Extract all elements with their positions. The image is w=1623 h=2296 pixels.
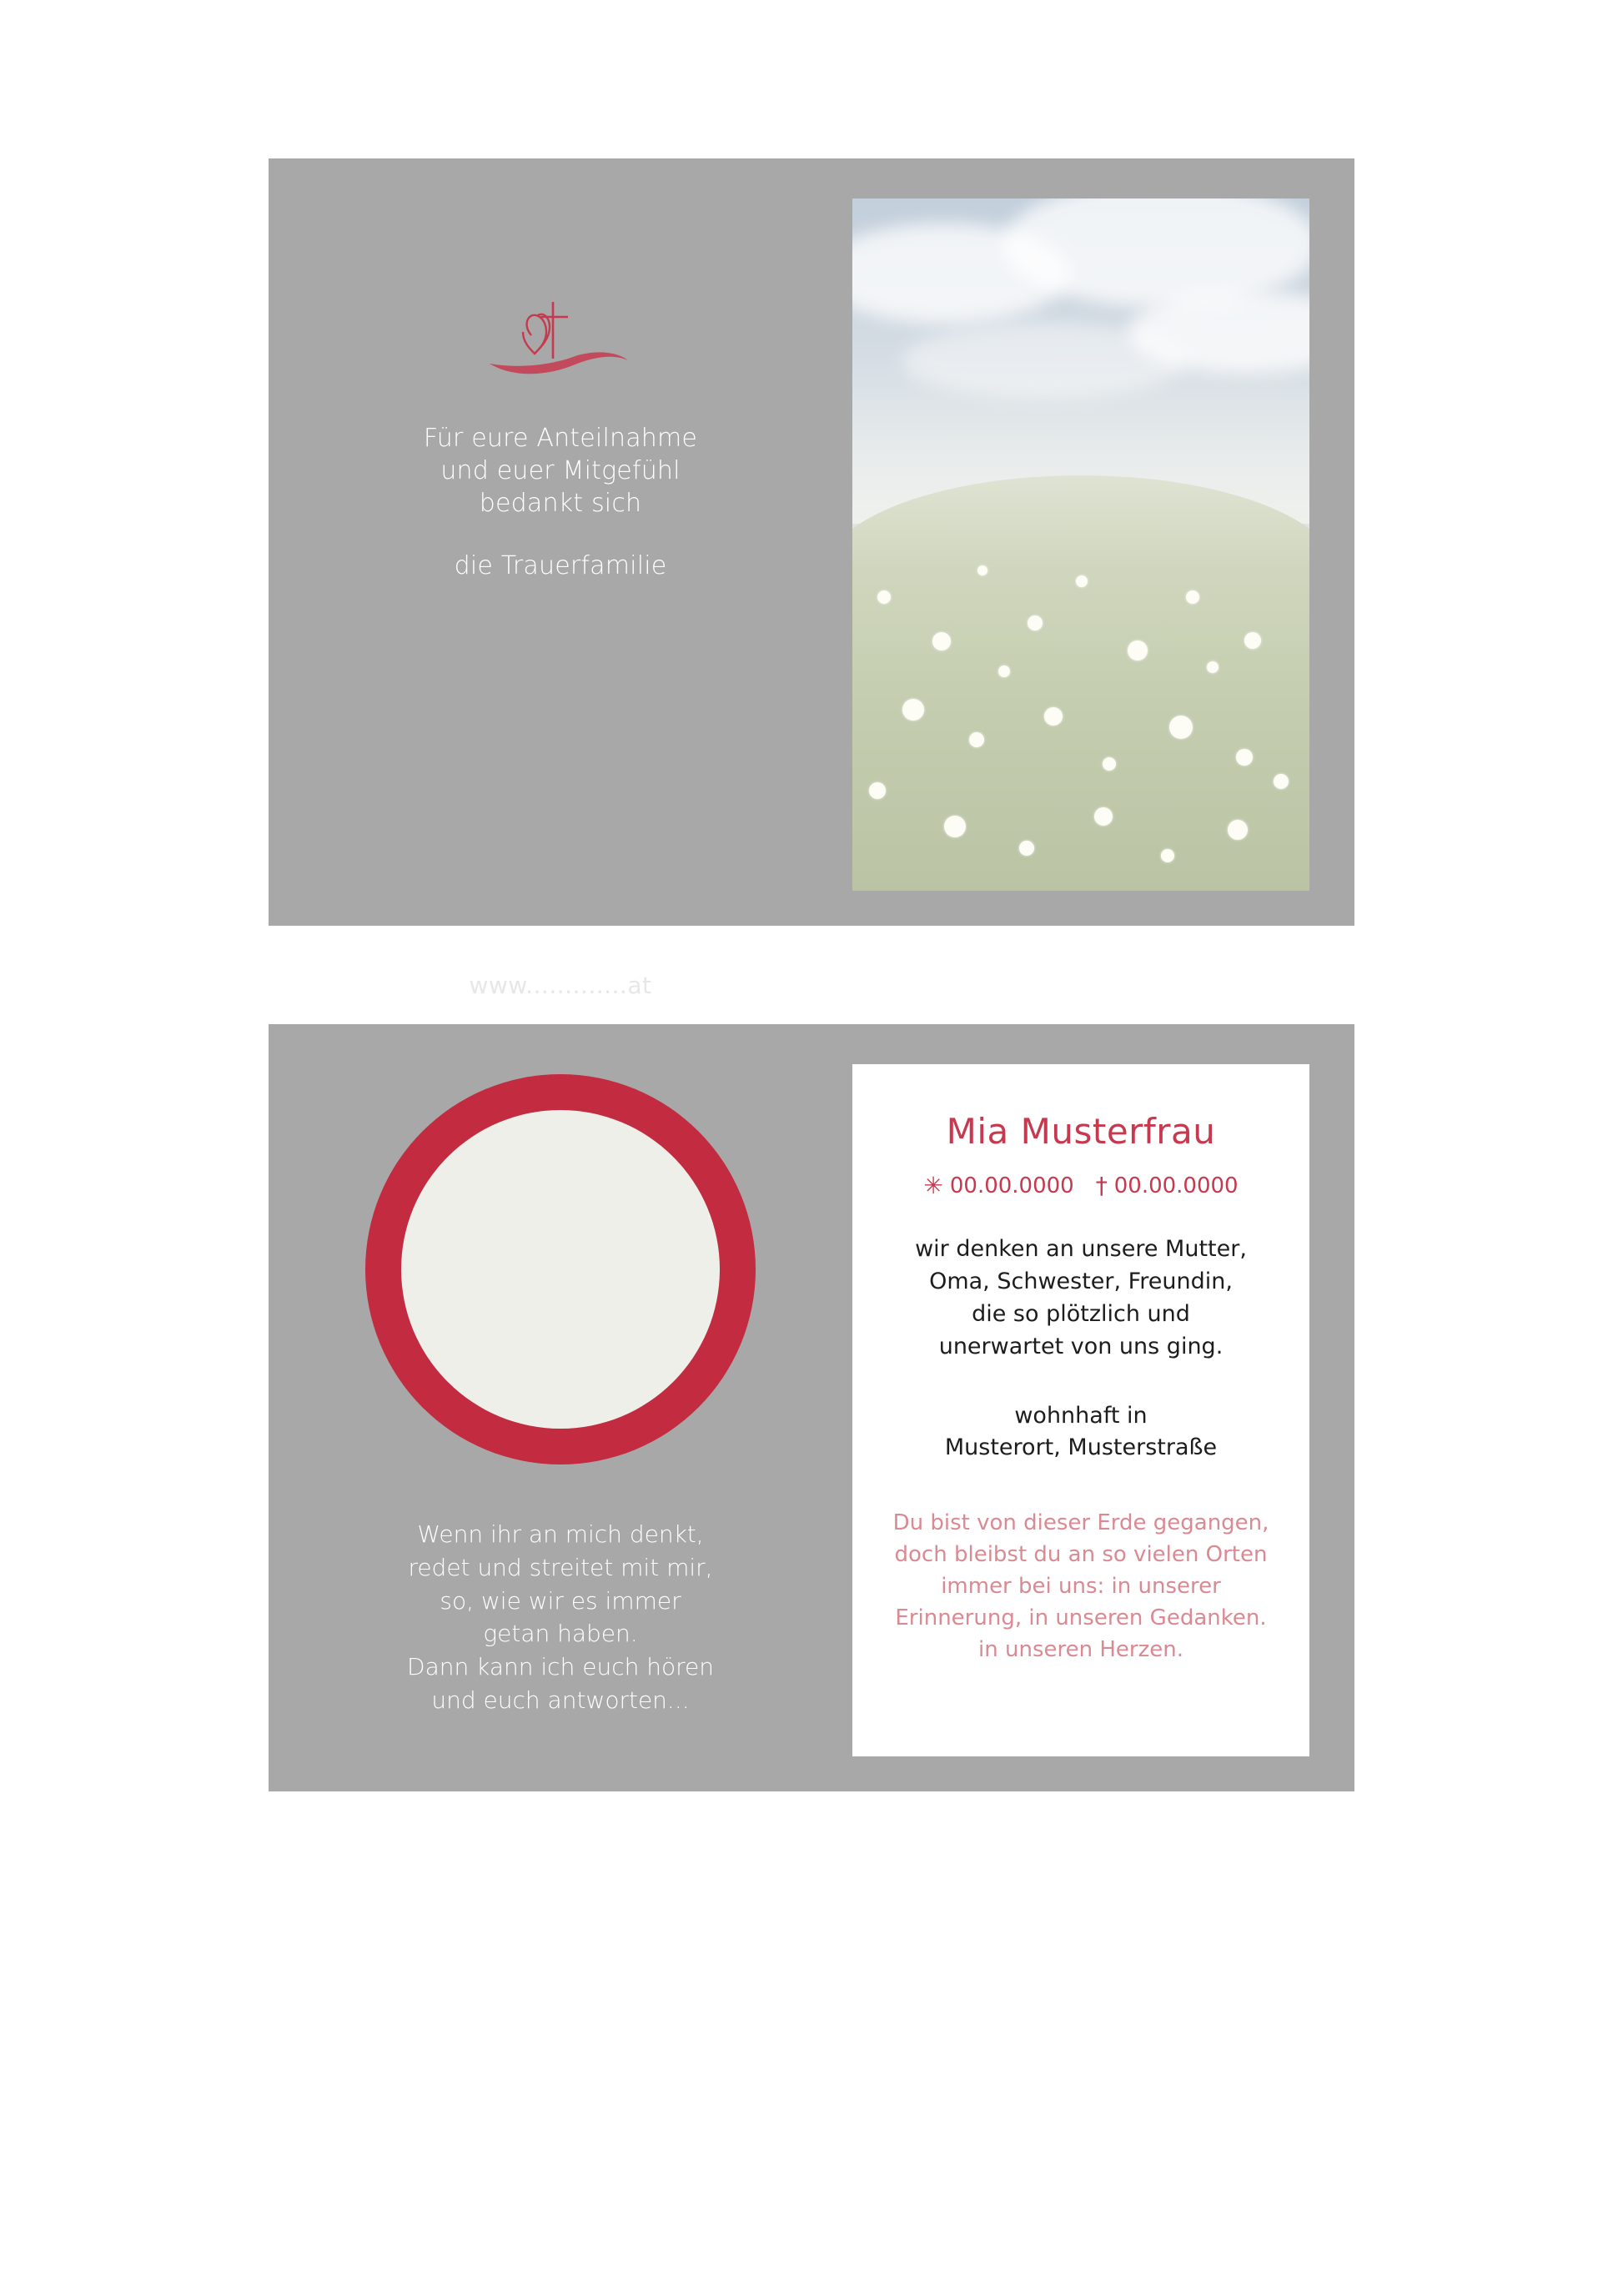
verse-line-5: Dann kann ich euch hören bbox=[407, 1653, 714, 1681]
flower bbox=[902, 699, 924, 721]
birth-date: 00.00.0000 bbox=[949, 1173, 1074, 1198]
flower bbox=[1019, 841, 1034, 856]
flower bbox=[932, 632, 951, 651]
flower bbox=[1161, 849, 1174, 862]
residence-block bbox=[945, 1400, 1217, 1465]
flower bbox=[1128, 641, 1148, 661]
birth-star-icon: ✳ bbox=[923, 1172, 943, 1199]
epitaph-line-2: doch bleibst du an so vielen Orten bbox=[894, 1542, 1268, 1568]
flower bbox=[1236, 749, 1253, 766]
life-dates bbox=[923, 1173, 1238, 1198]
memorial-verse bbox=[407, 1518, 714, 1717]
flower bbox=[1076, 575, 1088, 587]
residence-address: Musterort, Musterstraße bbox=[944, 1434, 1218, 1461]
flower bbox=[1169, 716, 1193, 739]
epitaph-line-5: in unseren Herzen. bbox=[978, 1637, 1183, 1663]
epitaph-line-4: Erinnerung, in unseren Gedanken. bbox=[895, 1605, 1267, 1631]
epitaph-line-3: immer bei uns: in unserer bbox=[941, 1574, 1221, 1600]
body-line-2: Oma, Schwester, Freundin, bbox=[929, 1268, 1233, 1294]
death-date-group bbox=[1096, 1173, 1239, 1198]
epitaph-line-1: Du bist von dieser Erde gegangen, bbox=[892, 1510, 1269, 1536]
epitaph-text bbox=[870, 1508, 1293, 1666]
website-url: www.............at bbox=[469, 972, 652, 999]
remembrance-text bbox=[915, 1233, 1247, 1364]
memorial-card-left-column bbox=[269, 1024, 852, 1791]
verse-line-2: redet und streitet mit mir, bbox=[408, 1553, 713, 1581]
thank-you-card-left-column bbox=[269, 158, 852, 999]
body-line-1: wir denken an unsere Mutter, bbox=[915, 1236, 1247, 1262]
flower bbox=[969, 732, 984, 747]
flower bbox=[944, 816, 966, 837]
thank-you-card bbox=[269, 158, 1354, 999]
flower bbox=[1103, 757, 1116, 771]
flower bbox=[1244, 632, 1261, 649]
flower bbox=[977, 565, 987, 575]
flower bbox=[1207, 661, 1219, 673]
verse-line-6: und euch antworten... bbox=[431, 1686, 690, 1714]
flower bbox=[1028, 615, 1043, 631]
thanks-line-3: bedankt sich bbox=[479, 489, 642, 518]
body-line-3: die so plötzlich und bbox=[972, 1300, 1190, 1327]
body-line-4: unerwartet von uns ging. bbox=[938, 1333, 1224, 1359]
daisy-meadow-photo bbox=[852, 198, 1309, 891]
verse-line-3: so, wie wir es immer bbox=[440, 1586, 681, 1615]
memorial-info-sheet bbox=[852, 1064, 1309, 1756]
memorial-card bbox=[269, 1024, 1354, 1791]
flower bbox=[1044, 707, 1063, 726]
thanks-line-2: und euer Mitgefühl bbox=[440, 456, 681, 485]
portrait-placeholder bbox=[365, 1074, 756, 1465]
spacer bbox=[424, 520, 697, 550]
flower bbox=[1186, 590, 1199, 604]
flower bbox=[877, 590, 891, 604]
flower bbox=[998, 666, 1010, 677]
thanks-line-1: Für eure Anteilnahme bbox=[423, 424, 698, 453]
residence-label: wohnhaft in bbox=[1014, 1402, 1148, 1429]
flower bbox=[1094, 807, 1113, 826]
deceased-name: Mia Musterfrau bbox=[946, 1111, 1216, 1152]
flower bbox=[1228, 820, 1248, 840]
verse-line-1: Wenn ihr an mich denkt, bbox=[417, 1520, 704, 1548]
cross-heart-icon bbox=[481, 299, 640, 390]
thank-you-message bbox=[424, 422, 697, 582]
verse-line-4: getan haben. bbox=[483, 1620, 638, 1648]
cloud-shape bbox=[902, 324, 1186, 399]
birth-date-group bbox=[923, 1173, 1073, 1198]
flower bbox=[869, 782, 886, 799]
family-signature: die Trauerfamilie bbox=[454, 551, 667, 580]
death-date: 00.00.0000 bbox=[1113, 1173, 1239, 1198]
portrait-inner-circle bbox=[401, 1110, 720, 1429]
flower bbox=[1274, 774, 1289, 789]
cross-dagger-icon: † bbox=[1095, 1172, 1108, 1199]
